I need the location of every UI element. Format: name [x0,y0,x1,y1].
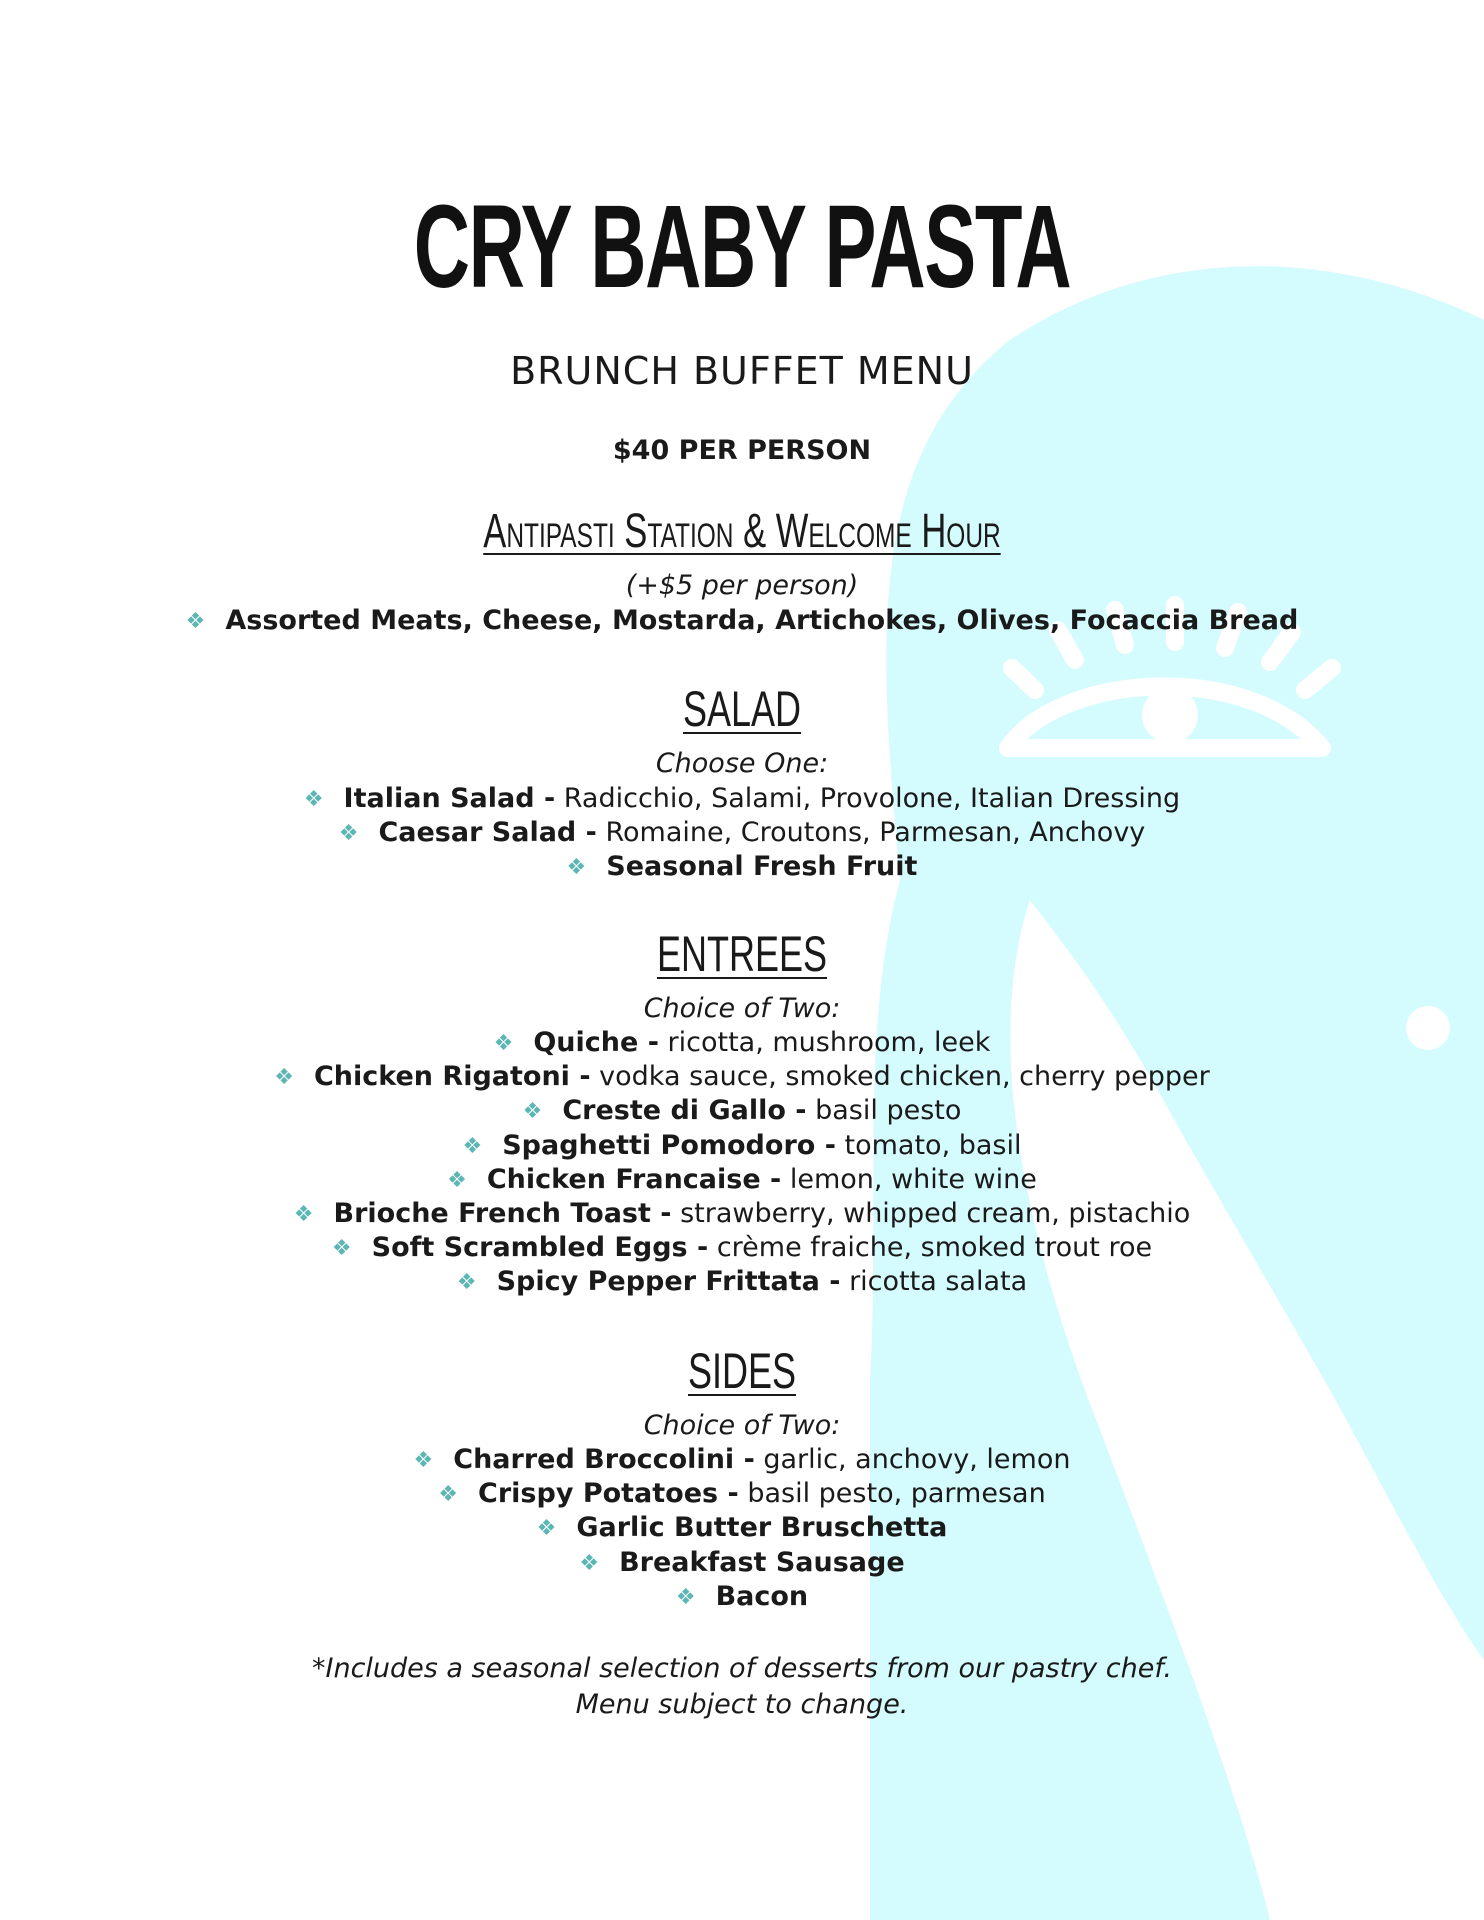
diamond-bullet-icon: ❖ [566,855,587,881]
menu-price: $40 PER PERSON [612,435,872,466]
footnote-line-2: Menu subject to change. [575,1689,909,1720]
item-name: Assorted Meats, Cheese, Mostarda, Artichokes, Olives, Focaccia Bread [225,605,1299,636]
item-name: Creste di Gallo - [562,1095,807,1127]
section-note-salad: Choose One: [655,748,829,779]
item-name: Soft Scrambled Eggs - [371,1232,709,1264]
item-name: Brioche French Toast - [333,1197,672,1229]
list-item [0,1026,1484,1060]
diamond-bullet-icon: ❖ [331,1236,352,1262]
diamond-bullet-icon: ❖ [338,821,359,847]
item-description: basil pesto, parmesan [747,1478,1046,1510]
menu-footnote [0,1651,1484,1723]
item-description: ricotta salata [849,1266,1028,1298]
section-title-entrees: ENTREES [656,926,828,982]
list-item [0,1197,1484,1231]
item-name: Charred Broccolini - [453,1444,755,1475]
item-description: ricotta, mushroom, leek [667,1027,991,1058]
list-item [0,1477,1484,1511]
item-description: lemon, white wine [789,1163,1037,1195]
item-name: Spicy Pepper Frittata - [496,1266,841,1298]
diamond-bullet-icon: ❖ [456,1270,477,1296]
item-name: Quiche - [533,1027,659,1058]
item-list-salad [0,782,1484,885]
item-description: tomato, basil [844,1129,1022,1161]
item-name: Spaghetti Pomodoro - [502,1129,836,1161]
item-name: Garlic Butter Bruschetta [576,1512,948,1544]
list-item [0,816,1484,850]
list-item [0,1511,1484,1545]
list-item [0,1580,1484,1614]
item-description: strawberry, whipped cream, pistachio [680,1197,1191,1229]
section-note-antipasti: (+$5 per person) [625,570,859,601]
footnote-line-1: *Includes a seasonal selection of desserts from our pastry chef. [312,1653,1172,1684]
item-description: Romaine, Croutons, Parmesan, Anchovy [605,817,1146,849]
item-name: Caesar Salad - [378,817,597,849]
item-name: Seasonal Fresh Fruit [606,851,918,883]
item-name: Breakfast Sausage [619,1546,905,1578]
list-item [0,1231,1484,1265]
list-item [0,604,1484,638]
item-description: Radicchio, Salami, Provolone, Italian Dressing [563,783,1181,814]
diamond-bullet-icon: ❖ [274,1065,294,1091]
list-item [0,1060,1484,1094]
item-description: vodka sauce, smoked chicken, cherry pepper [599,1061,1210,1093]
item-description: garlic, anchovy, lemon [763,1444,1071,1475]
section-note-entrees: Choice of Two: [643,993,841,1024]
item-name: Chicken Rigatoni - [313,1061,591,1093]
item-name: Italian Salad - [343,783,556,814]
section-note-sides: Choice of Two: [643,1410,841,1441]
item-description: crème fraiche, smoked trout roe [716,1232,1153,1264]
diamond-bullet-icon: ❖ [493,1031,514,1056]
diamond-bullet-icon: ❖ [438,1482,459,1508]
diamond-bullet-icon: ❖ [185,609,206,634]
diamond-bullet-icon: ❖ [293,1201,314,1227]
list-item [0,1546,1484,1580]
item-list-sides [0,1443,1484,1614]
list-item [0,1265,1484,1299]
list-item [0,1163,1484,1197]
list-item [0,782,1484,816]
item-description: basil pesto [815,1095,962,1127]
diamond-bullet-icon: ❖ [447,1167,467,1193]
list-item [0,1129,1484,1163]
list-item [0,1094,1484,1128]
diamond-bullet-icon: ❖ [579,1550,600,1576]
restaurant-logo: CRY BABY PASTA [413,181,1071,313]
item-list-antipasti [0,604,1484,638]
item-name: Bacon [715,1580,809,1612]
diamond-bullet-icon: ❖ [462,1133,483,1159]
diamond-bullet-icon: ❖ [522,1099,543,1125]
item-name: Crispy Potatoes - [478,1478,739,1510]
section-title-sides: SIDES [687,1343,797,1399]
item-name: Chicken Francaise - [486,1163,782,1195]
list-item [0,1443,1484,1477]
list-item [0,850,1484,884]
section-title-antipasti: Antipasti Station & Welcome Hour [483,505,1001,558]
diamond-bullet-icon: ❖ [536,1516,557,1542]
item-list-entrees [0,1026,1484,1300]
section-title-salad: SALAD [682,681,802,737]
diamond-bullet-icon: ❖ [675,1584,696,1610]
diamond-bullet-icon: ❖ [413,1448,434,1473]
diamond-bullet-icon: ❖ [303,787,324,812]
menu-subtitle: BRUNCH BUFFET MENU [510,349,974,393]
